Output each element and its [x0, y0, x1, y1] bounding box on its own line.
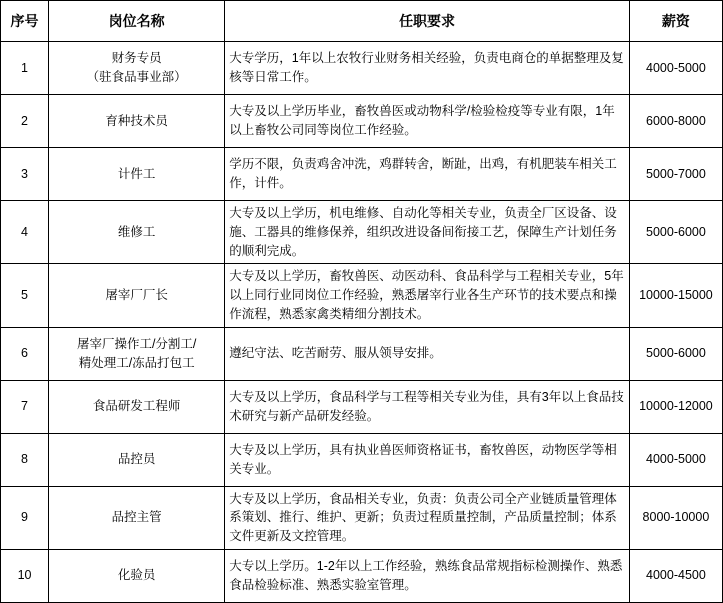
table-row: [1, 433, 723, 486]
position-name-line1: 财务专员: [111, 51, 162, 66]
position-name-line1: 品控主管: [111, 510, 162, 525]
position-requirement: 学历不限，负责鸡舍冲洗，鸡群转舍，断趾，出鸡，有机肥装车相关工作，计件。: [225, 148, 630, 201]
position-name-line1: 维修工: [117, 224, 156, 239]
row-number: 4: [1, 201, 49, 264]
table-row: [1, 549, 723, 602]
position-name: [49, 327, 225, 380]
header-no: 序号: [1, 1, 49, 42]
position-name-line2: 精处理工/冻品打包工: [78, 355, 195, 370]
position-requirement: 大专及以上学历，具有执业兽医师资格证书，畜牧兽医，动物医学等相关专业。: [225, 433, 630, 486]
row-number: 8: [1, 433, 49, 486]
position-requirement: 大专学历，1年以上农牧行业财务相关经验，负责电商仓的单据整理及复核等日常工作。: [225, 42, 630, 95]
position-salary: 4000-5000: [629, 42, 722, 95]
position-requirement: 遵纪守法、吃苦耐劳、服从领导安排。: [225, 327, 630, 380]
position-salary: 4000-4500: [629, 549, 722, 602]
row-number: 5: [1, 264, 49, 327]
row-number: 7: [1, 380, 49, 433]
position-salary: 4000-5000: [629, 433, 722, 486]
position-requirement: 大专及以上学历，畜牧兽医、动医动科、食品科学与工程相关专业，5年以上同行业同岗位工作经验，熟悉屠宰行业各生产环节的技术要点和操作流程，熟悉家禽类精细分割技术。: [225, 264, 630, 327]
row-number: 2: [1, 95, 49, 148]
table-row: [1, 95, 723, 148]
position-name: [49, 264, 225, 327]
header-position-name: 岗位名称: [49, 1, 225, 42]
position-salary: 5000-7000: [629, 148, 722, 201]
position-name: [49, 201, 225, 264]
position-salary: 6000-8000: [629, 95, 722, 148]
header-requirements: 任职要求: [225, 1, 630, 42]
position-name: [49, 148, 225, 201]
position-name-line1: 计件工: [117, 166, 156, 181]
position-name-line1: 化验员: [117, 568, 156, 583]
position-name-line1: 屠宰厂厂长: [105, 288, 168, 302]
position-salary: 10000-15000: [629, 264, 722, 327]
position-requirement: 大专及以上学历，食品科学与工程等相关专业为佳，具有3年以上食品技术研究与新产品研发经验。: [225, 380, 630, 433]
position-requirement: 大专及以上学历，机电维修、自动化等相关专业，负责全厂区设备、设施、工器具的维修保养，组织改进设备间衔接工艺，保障生产计划任务的顺利完成。: [225, 201, 630, 264]
position-name: [49, 42, 225, 95]
position-requirement: 大专及以上学历毕业，畜牧兽医或动物科学/检验检疫等专业有限，1年以上畜牧公司同等岗位工作经验。: [225, 95, 630, 148]
row-number: 3: [1, 148, 49, 201]
position-requirement: 大专及以上学历，食品相关专业，负责：负责公司全产业链质量管理体系策划、推行、维护、更新；负责过程质量控制，产品质量控制；体系文件更新及文控管理。: [225, 486, 630, 549]
position-name: [49, 549, 225, 602]
position-salary: 10000-12000: [629, 380, 722, 433]
position-salary: 5000-6000: [629, 327, 722, 380]
table-header-row: [1, 1, 723, 42]
row-number: 1: [1, 42, 49, 95]
row-number: 6: [1, 327, 49, 380]
position-name: [49, 486, 225, 549]
position-name: [49, 380, 225, 433]
table-row: [1, 201, 723, 264]
table-row: [1, 380, 723, 433]
position-salary: 5000-6000: [629, 201, 722, 264]
position-requirement: 大专以上学历。1-2年以上工作经验，熟练食品常规指标检测操作、熟悉食品检验标准、熟悉实验室管理。: [225, 549, 630, 602]
position-name-line1: 育种技术员: [105, 113, 168, 128]
row-number: 9: [1, 486, 49, 549]
table-row: [1, 148, 723, 201]
table-row: [1, 42, 723, 95]
position-name-line2: （驻食品事业部）: [86, 70, 187, 84]
table-row: [1, 264, 723, 327]
position-name-line1: 食品研发工程师: [92, 399, 181, 414]
position-name: [49, 95, 225, 148]
position-name-line1: 屠宰厂操作工/分割工/: [76, 336, 197, 351]
row-number: 10: [1, 549, 49, 602]
position-salary: 8000-10000: [629, 486, 722, 549]
table-row: [1, 327, 723, 380]
position-name: [49, 433, 225, 486]
table-row: [1, 486, 723, 549]
position-name-line1: 品控员: [117, 452, 156, 467]
header-salary: 薪资: [629, 1, 722, 42]
